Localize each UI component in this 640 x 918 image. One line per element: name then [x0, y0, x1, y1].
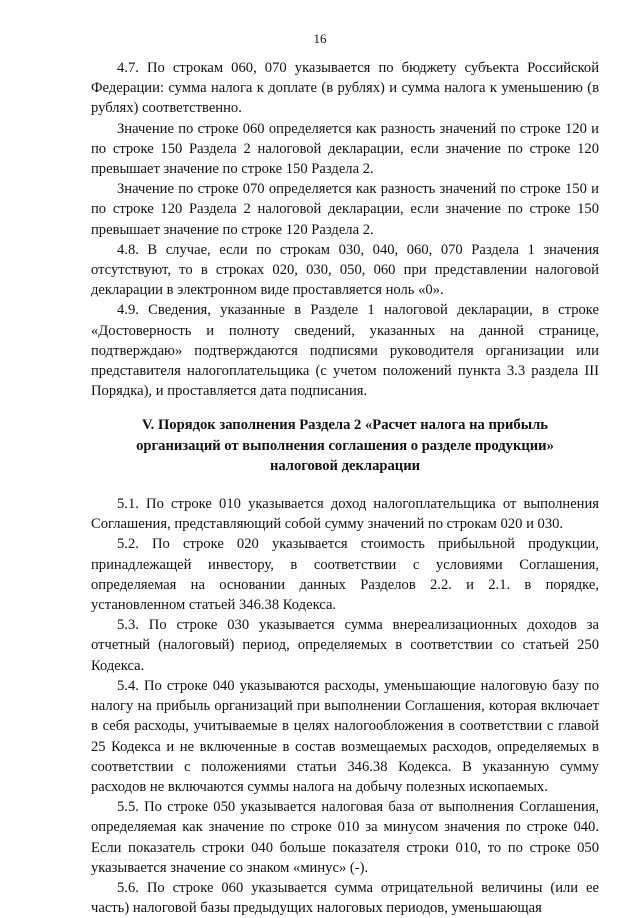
paragraph-5-5: 5.5. По строке 050 указывается налоговая база от выполнения Соглашения, определяемая как значение по строке 010 за минусом значения по строке 040. Если показатель строки 040 больше показателя строки 010, то по строке 050 указывается значение со знаком «минус» (-).	[91, 799, 599, 876]
paragraph-5-6: 5.6. По строке 060 указывается сумма отрицательной величины (или ее часть) налоговой базы предыдущих налоговых периодов, уменьшающая	[91, 879, 599, 917]
paragraph-5-3: 5.3. По строке 030 указывается сумма внереализационных доходов за отчетный (налоговый) период, определяемых в соответствии со статьей 250 Кодекса.	[91, 617, 599, 674]
paragraph-5-1: 5.1. По строке 010 указывается доход налогоплательщика от выполнения Соглашения, представляющий собой сумму значений по строкам 020 и 030.	[91, 496, 599, 533]
paragraph-5-4: 5.4. По строке 040 указываются расходы, уменьшающие налоговую базу по налогу на прибыль организаций при выполнении Соглашения, которая включает в себя расходы, учитываемые в целях налогообложения в соответствии с главой 25 Кодекса и не включенные в состав возмещаемых расходов, определяемых в соответствии с положениями статьи 346.38 Кодекса. В указанную сумму расходов не включаются суммы налога на добычу полезных ископаемых.	[91, 677, 599, 795]
paragraph-4-9: 4.9. Сведения, указанные в Разделе 1 налоговой декларации, в строке «Достоверность и полноту сведений, указанных на данной странице, подтверждаю» подтверждаются подписями руководителя организации или представителя налогоплательщика (с учетом положений пункта 3.3 раздела III Порядка), и проставляется дата подписания.	[91, 302, 599, 400]
paragraph-4-7: 4.7. По строкам 060, 070 указывается по бюджету субъекта Российской Федерации: сумма налога к доплате (в рублях) и сумма налога к уменьшению (в рублях) соответственно.	[91, 60, 599, 117]
paragraph-4-8: 4.8. В случае, если по строкам 030, 040, 060, 070 Раздела 1 значения отсутствуют, то в строках 020, 030, 050, 060 при представлении налоговой декларации в электронном виде проставляется ноль «0».	[91, 241, 599, 299]
page-number: 16	[313, 31, 327, 46]
section-title: V. Порядок заполнения Раздела 2 «Расчет налога на прибыль организаций от выполнения соглашения о разделе продукции» налоговой декларации	[136, 417, 554, 474]
paragraph-line-060: Значение по строке 060 определяется как разность значений по строке 120 и по строке 150 Раздела 2 налоговой декларации, если значение по строке 120 превышает значение по строке 150 Раздела 2.	[91, 120, 599, 178]
document-body	[91, 58, 599, 918]
faded-stamp-graphic	[92, 848, 212, 866]
faded-stamp-mark	[92, 848, 212, 866]
paragraph-5-2: 5.2. По строке 020 указывается стоимость прибыльной продукции, принадлежащей инвестору, в соответствии с условиями Соглашения, определяемая на основании данных Разделов 2.2. и 2.1. в порядке, установленном статьей 346.38 Кодекса.	[91, 536, 599, 614]
paragraph-line-070: Значение по строке 070 определяется как разность значений по строке 150 и по строке 120 Раздела 2 налоговой декларации, если значение по строке 150 превышает значение по строке 120 Раздела 2.	[91, 181, 599, 238]
